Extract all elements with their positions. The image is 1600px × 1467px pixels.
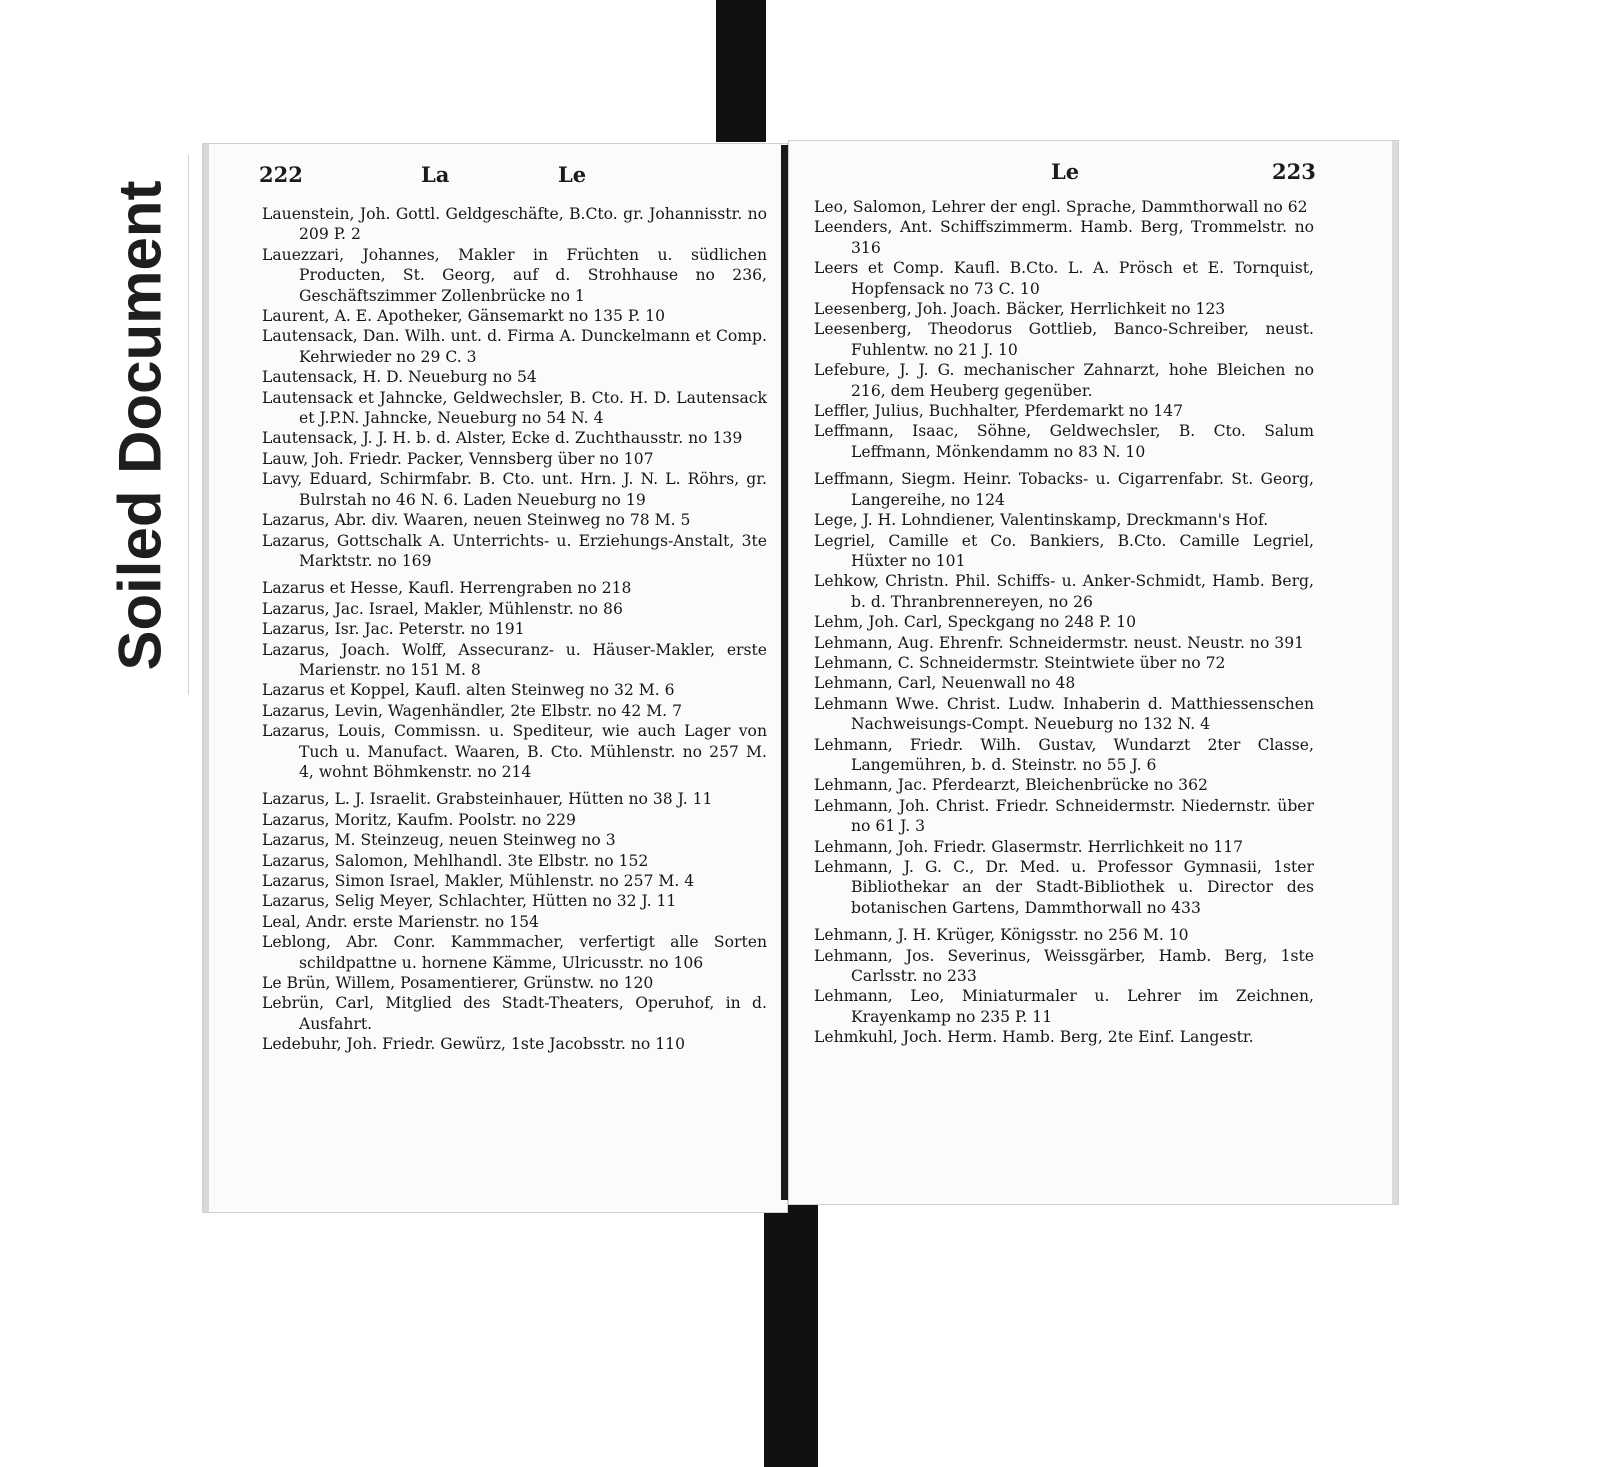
- book-spine: [781, 145, 789, 1200]
- directory-entry: Lehmann, Joh. Friedr. Glasermstr. Herrlichkeit no 117: [814, 837, 1244, 856]
- directory-entry: Lazarus, Levin, Wagenhändler, 2te Elbstr. no 42 M. 7: [262, 701, 683, 720]
- directory-entry: Lehmann, Aug. Ehrenfr. Schneidermstr. neust. Neustr. no 391: [814, 633, 1305, 652]
- directory-entry: Leffmann, Siegm. Heinr. Tobacks- u. Cigarrenfabr. St. Georg, Langereihe, no 124: [814, 470, 1314, 509]
- left-entry-list: [262, 204, 767, 1055]
- directory-entry: Lebrün, Carl, Mitglied des Stadt-Theaters, Operuhof, in d. Ausfahrt.: [262, 994, 767, 1033]
- directory-entry: Lautensack, J. J. H. b. d. Alster, Ecke d. Zuchthausstr. no 139: [262, 429, 743, 448]
- directory-entry: Lehmann, J. H. Krüger, Königsstr. no 256 M. 10: [814, 926, 1189, 945]
- directory-entry: Laurent, A. E. Apotheker, Gänsemarkt no 135 P. 10: [262, 307, 666, 326]
- directory-entry: Lazarus, Gottschalk A. Unterrichts- u. Erziehungs-Anstalt, 3te Marktstr. no 169: [262, 531, 767, 570]
- directory-entry: Lazarus et Koppel, Kaufl. alten Steinweg no 32 M. 6: [262, 681, 675, 700]
- running-head-center: Le: [1051, 159, 1080, 184]
- directory-entry: Lauezzari, Johannes, Makler in Früchten u. südlichen Producten, St. Georg, auf d. Strohhause no 236, Geschäftszimmer Zollenbrücke no 1: [262, 245, 767, 305]
- directory-entry: Lege, J. H. Lohndiener, Valentinskamp, Dreckmann's Hof.: [814, 511, 1269, 530]
- running-head-left: La: [421, 162, 450, 187]
- directory-entry: Lehmann, Friedr. Wilh. Gustav, Wundarzt 2ter Classe, Langemühren, b. d. Steinstr. no 55 J. 6: [814, 735, 1314, 774]
- directory-entry: Lehkow, Christn. Phil. Schiffs- u. Anker-Schmidt, Hamb. Berg, b. d. Thranbrennereyen, no 26: [814, 572, 1314, 611]
- directory-entry: Leblong, Abr. Conr. Kammmacher, verfertigt alle Sorten schildpattne u. hornene Kämme, Ulricusstr. no 106: [262, 933, 767, 972]
- directory-entry: Leffler, Julius, Buchhalter, Pferdemarkt no 147: [814, 402, 1184, 421]
- binding-ribbon-top: [716, 0, 766, 142]
- directory-entry: Lazarus, Jac. Israel, Makler, Mühlenstr. no 86: [262, 599, 623, 618]
- page-number: 223: [1272, 159, 1316, 184]
- directory-entry: Lehmkuhl, Joch. Herm. Hamb. Berg, 2te Einf. Langestr.: [814, 1028, 1254, 1047]
- directory-entry: Leers et Comp. Kaufl. B.Cto. L. A. Prösch et E. Tornquist, Hopfensack no 73 C. 10: [814, 259, 1314, 298]
- directory-entry: Lehmann, Leo, Miniaturmaler u. Lehrer im Zeichnen, Krayenkamp no 235 P. 11: [814, 987, 1314, 1026]
- right-page-header: [789, 159, 1392, 193]
- directory-entry: Lazarus, Salomon, Mehlhandl. 3te Elbstr. no 152: [262, 851, 649, 870]
- directory-entry: Lauenstein, Joh. Gottl. Geldgeschäfte, B.Cto. gr. Johannisstr. no 209 P. 2: [262, 205, 767, 244]
- right-entry-list: [814, 197, 1314, 1048]
- stamp-label: Soiled Document: [107, 179, 174, 671]
- directory-entry: Leal, Andr. erste Marienstr. no 154: [262, 912, 539, 931]
- directory-entry: Leesenberg, Joh. Joach. Bäcker, Herrlichkeit no 123: [814, 300, 1226, 319]
- directory-entry: Lautensack, H. D. Neueburg no 54: [262, 368, 537, 387]
- directory-entry: Lehmann, J. G. C., Dr. Med. u. Professor Gymnasii, 1ster Bibliothekar an der Stadt-Bibliothek u. Director des botanischen Gartens, Dammthorwall no 433: [814, 858, 1314, 917]
- directory-entry: Lazarus, Joach. Wolff, Assecuranz- u. Häuser-Makler, erste Marienstr. no 151 M. 8: [262, 640, 767, 679]
- directory-entry: Lazarus, Moritz, Kaufm. Poolstr. no 229: [262, 810, 576, 829]
- left-page: [203, 144, 787, 1212]
- directory-entry: Lehmann, Joh. Christ. Friedr. Schneidermstr. Niedernstr. über no 61 J. 3: [814, 796, 1314, 836]
- binding-ribbon-bottom: [764, 1198, 818, 1467]
- directory-entry: Lazarus, Isr. Jac. Peterstr. no 191: [262, 620, 525, 639]
- directory-entry: Lehmann, C. Schneidermstr. Steintwiete über no 72: [814, 653, 1226, 672]
- directory-entry: Lefebure, J. J. G. mechanischer Zahnarzt, hohe Bleichen no 216, dem Heuberg gegenüber.: [814, 361, 1314, 400]
- right-page: [789, 141, 1398, 1204]
- directory-entry: Lauw, Joh. Friedr. Packer, Vennsberg über no 107: [262, 449, 654, 468]
- directory-entry: Le Brün, Willem, Posamentierer, Grünstw. no 120: [262, 974, 654, 993]
- directory-entry: Lazarus, M. Steinzeug, neuen Steinweg no 3: [262, 831, 616, 850]
- directory-entry: Leenders, Ant. Schiffszimmerm. Hamb. Berg, Trommelstr. no 316: [814, 218, 1314, 257]
- directory-entry: Lehmann, Jos. Severinus, Weissgärber, Hamb. Berg, 1ste Carlsstr. no 233: [814, 946, 1314, 986]
- directory-entry: Lautensack et Jahncke, Geldwechsler, B. Cto. H. D. Lautensack et J.P.N. Jahncke, Neueburg no 54 N. 4: [262, 388, 767, 428]
- directory-entry: Leffmann, Isaac, Söhne, Geldwechsler, B. Cto. Salum Leffmann, Mönkendamm no 83 N. 10: [814, 422, 1314, 461]
- directory-entry: Lehmann, Jac. Pferdearzt, Bleichenbrücke no 362: [814, 776, 1208, 795]
- directory-entry: Lautensack, Dan. Wilh. unt. d. Firma A. Dunckelmann et Comp. Kehrwieder no 29 C. 3: [262, 327, 767, 366]
- directory-entry: Lazarus et Hesse, Kaufl. Herrengraben no 218: [262, 579, 632, 598]
- directory-entry: Lehmann, Carl, Neuenwall no 48: [814, 674, 1076, 693]
- directory-entry: Lazarus, Louis, Commissn. u. Spediteur, wie auch Lager von Tuch u. Manufact. Waaren, B. Cto. Mühlenstr. no 257 M. 4, wohnt Böhmkenstr. no 214: [262, 722, 767, 781]
- directory-entry: Leesenberg, Theodorus Gottlieb, Banco-Schreiber, neust. Fuhlentw. no 21 J. 10: [814, 320, 1314, 359]
- directory-entry: Lehmann Wwe. Christ. Ludw. Inhaberin d. Matthiessenschen Nachweisungs-Compt. Neueburg no 132 N. 4: [814, 694, 1314, 734]
- directory-entry: Lazarus, Abr. div. Waaren, neuen Steinweg no 78 M. 5: [262, 511, 691, 530]
- page-number: 222: [259, 162, 303, 187]
- running-head-right: Le: [558, 162, 587, 187]
- directory-entry: Lazarus, L. J. Israelit. Grabsteinhauer, Hütten no 38 J. 11: [262, 790, 713, 809]
- directory-entry: Lazarus, Selig Meyer, Schlachter, Hütten no 32 J. 11: [262, 892, 677, 911]
- left-page-header: [209, 162, 787, 196]
- directory-entry: Legriel, Camille et Co. Bankiers, B.Cto. Camille Legriel, Hüxter no 101: [814, 531, 1314, 570]
- soiled-document-stamp: [93, 155, 189, 695]
- directory-entry: Leo, Salomon, Lehrer der engl. Sprache, Dammthorwall no 62: [814, 198, 1308, 216]
- directory-entry: Lavy, Eduard, Schirmfabr. B. Cto. unt. Hrn. J. N. L. Röhrs, gr. Bulrstah no 46 N. 6. Laden Neueburg no 19: [262, 470, 767, 509]
- directory-entry: Lehm, Joh. Carl, Speckgang no 248 P. 10: [814, 613, 1137, 632]
- directory-entry: Ledebuhr, Joh. Friedr. Gewürz, 1ste Jacobsstr. no 110: [262, 1035, 686, 1054]
- directory-entry: Lazarus, Simon Israel, Makler, Mühlenstr. no 257 M. 4: [262, 872, 695, 890]
